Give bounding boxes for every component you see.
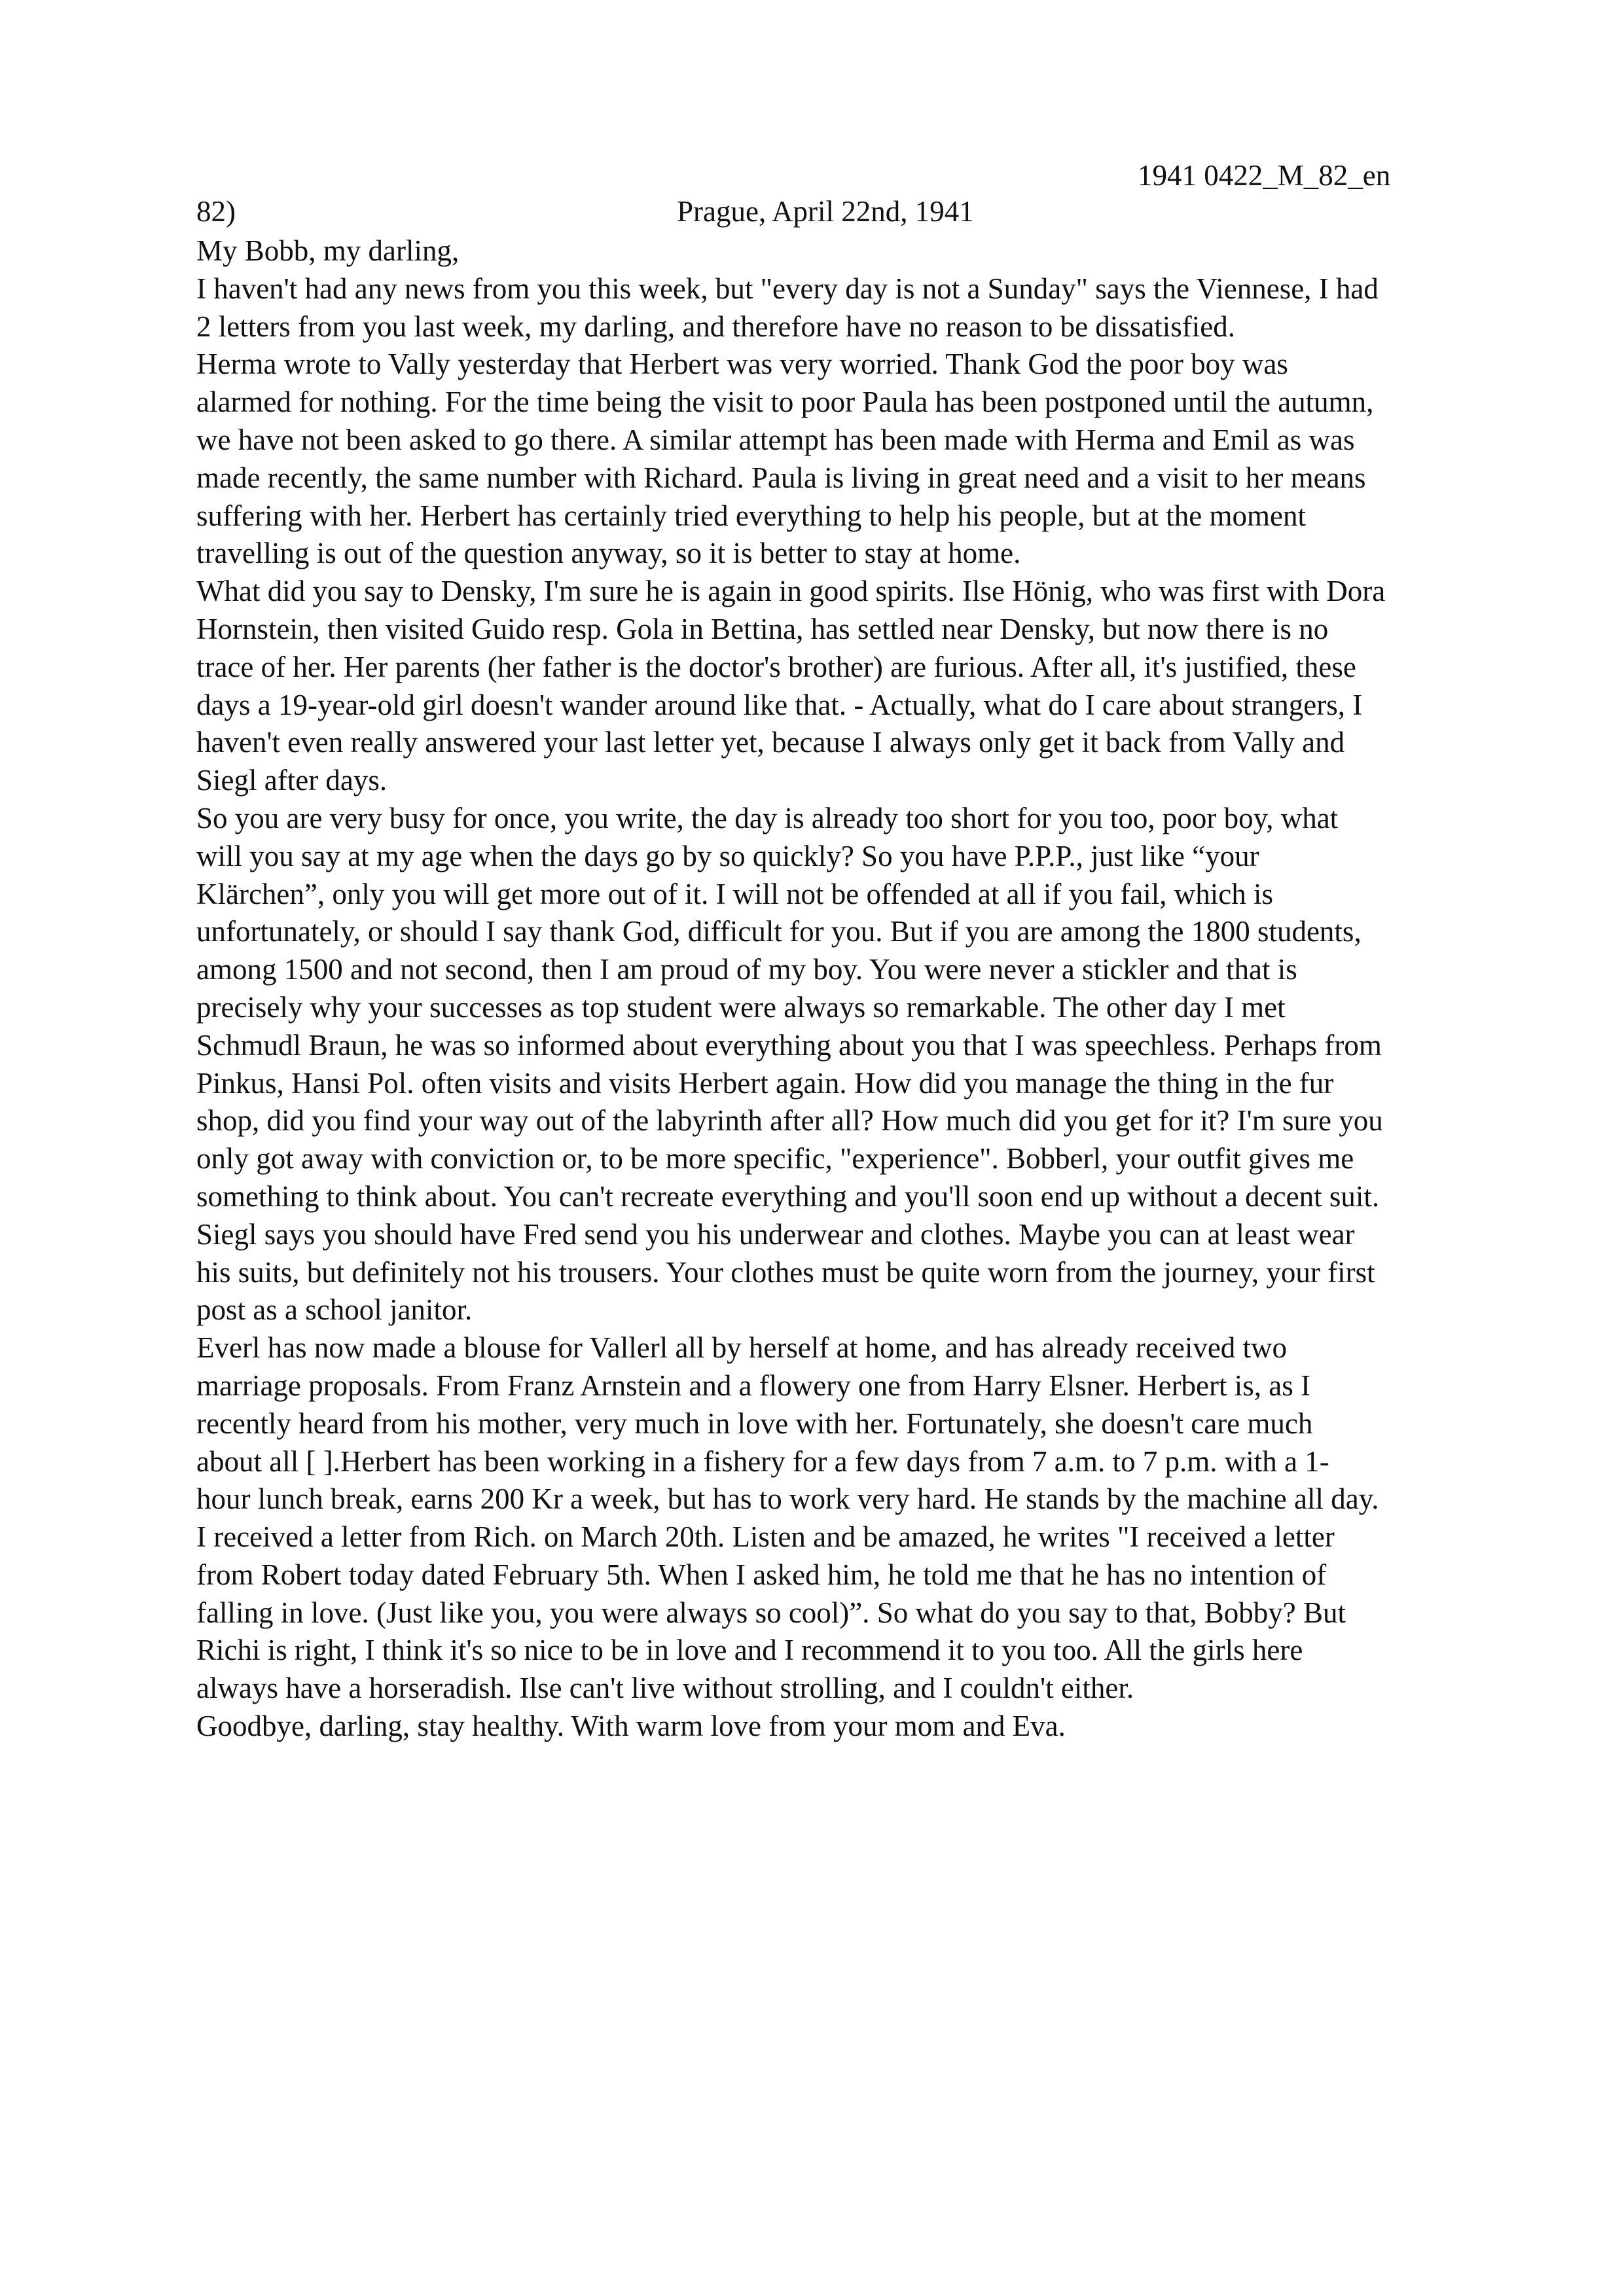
text-line: among 1500 and not second, then I am proud of my boy. You were never a stickler and that is [196,953,1297,986]
letter-header [196,193,1440,230]
text-line: Pinkus, Hansi Pol. often visits and visits Herbert again. How did you manage the thing in the fur [196,1066,1334,1100]
text-line: I received a letter from Rich. on March 20th. Listen and be amazed, he writes "I received a letter [196,1520,1335,1554]
text-line: What did you say to Densky, I'm sure he is again in good spirits. Ilse Hönig, who was first with Dora [196,575,1386,608]
text-line: only got away with conviction or, to be more specific, "experience". Bobberl, your outfit gives me [196,1142,1354,1175]
document-id: 1941 0422_M_82_en [1138,159,1391,192]
text-line: his suits, but definitely not his trousers. Your clothes must be quite worn from the journey, your first [196,1255,1375,1289]
text-line: hour lunch break, earns 200 Kr a week, but has to work very hard. He stands by the machine all day. [196,1482,1379,1516]
paragraph-1 [196,270,1532,346]
text-line: shop, did you find your way out of the labyrinth after all? How much did you get for it? I'm sure you [196,1104,1383,1138]
text-line: days a 19-year-old girl doesn't wander around like that. - Actually, what do I care about strangers, I [196,688,1363,721]
text-line: will you say at my age when the days go by so quickly? So you have P.P.P., just like “your [196,839,1259,872]
text-line: travelling is out of the question anyway, so it is better to stay at home. [196,537,1021,570]
text-line: alarmed for nothing. For the time being the visit to poor Paula has been postponed until the autumn, [196,386,1374,419]
text-line: Richi is right, I think it's so nice to be in love and I recommend it to you too. All the girls here [196,1634,1303,1667]
text-line: about all [ ].Herbert has been working in a fishery for a few days from 7 a.m. to 7 p.m. with a 1- [196,1444,1329,1478]
text-line: falling in love. (Just like you, you were always so cool)”. So what do you say to that, Bobby? But [196,1596,1346,1629]
text-line: recently heard from his mother, very much in love with her. Fortunately, she doesn't care much [196,1407,1313,1440]
salutation: My Bobb, my darling, [196,234,460,267]
place-date: Prague, April 22nd, 1941 [677,195,974,228]
text-line: 2 letters from you last week, my darling, and therefore have no reason to be dissatisfied. [196,310,1236,343]
text-line: made recently, the same number with Richard. Paula is living in great need and a visit to her means [196,461,1366,494]
text-line: I haven't had any news from you this week, but "every day is not a Sunday" says the Viennese, I had [196,272,1379,305]
text-line: from Robert today dated February 5th. When I asked him, he told me that he has no intention of [196,1558,1327,1591]
text-line: Everl has now made a blouse for Vallerl all by herself at home, and has already received two [196,1331,1288,1365]
text-line: trace of her. Her parents (her father is the doctor's brother) are furious. After all, it's justified, these [196,650,1356,683]
text-line: Klärchen”, only you will get more out of it. I will not be offended at all if you fail, which is [196,877,1274,910]
text-line: Herma wrote to Vally yesterday that Herbert was very worried. Thank God the poor boy was [196,348,1288,381]
text-line: we have not been asked to go there. A similar attempt has been made with Herma and Emil as was [196,423,1355,456]
text-line: Goodbye, darling, stay healthy. With warm love from your mom and Eva. [196,1710,1066,1743]
paragraph-4 [196,800,1532,1329]
letter-number: 82) [196,195,236,228]
closing-paragraph [196,1708,1532,1746]
paragraph-5 [196,1329,1532,1708]
text-line: unfortunately, or should I say thank God, difficult for you. But if you are among the 1800 students, [196,915,1362,948]
text-line: Schmudl Braun, he was so informed about everything about you that I was speechless. Perhaps from [196,1028,1382,1062]
text-line: always have a horseradish. Ilse can't live without strolling, and I couldn't either. [196,1672,1134,1705]
paragraph-3 [196,573,1532,800]
text-line: precisely why your successes as top student were always so remarkable. The other day I met [196,990,1286,1024]
text-line: suffering with her. Herbert has certainly tried everything to help his people, but at the moment [196,499,1306,532]
letter-body [196,232,1532,1746]
text-line: haven't even really answered your last letter yet, because I always only get it back from Vally and [196,726,1345,759]
text-line: post as a school janitor. [196,1293,473,1327]
text-line: Siegl after days. [196,764,388,797]
text-line: Siegl says you should have Fred send you his underwear and clothes. Maybe you can at least wear [196,1217,1355,1251]
text-line: something to think about. You can't recreate everything and you'll soon end up without a decent suit. [196,1179,1380,1213]
text-line: Hornstein, then visited Guido resp. Gola in Bettina, has settled near Densky, but now there is no [196,612,1329,645]
paragraph-2 [196,346,1532,573]
text-line: marriage proposals. From Franz Arnstein and a flowery one from Harry Elsner. Herbert is, as I [196,1369,1311,1402]
text-line: So you are very busy for once, you write, the day is already too short for you too, poor boy, what [196,801,1339,834]
